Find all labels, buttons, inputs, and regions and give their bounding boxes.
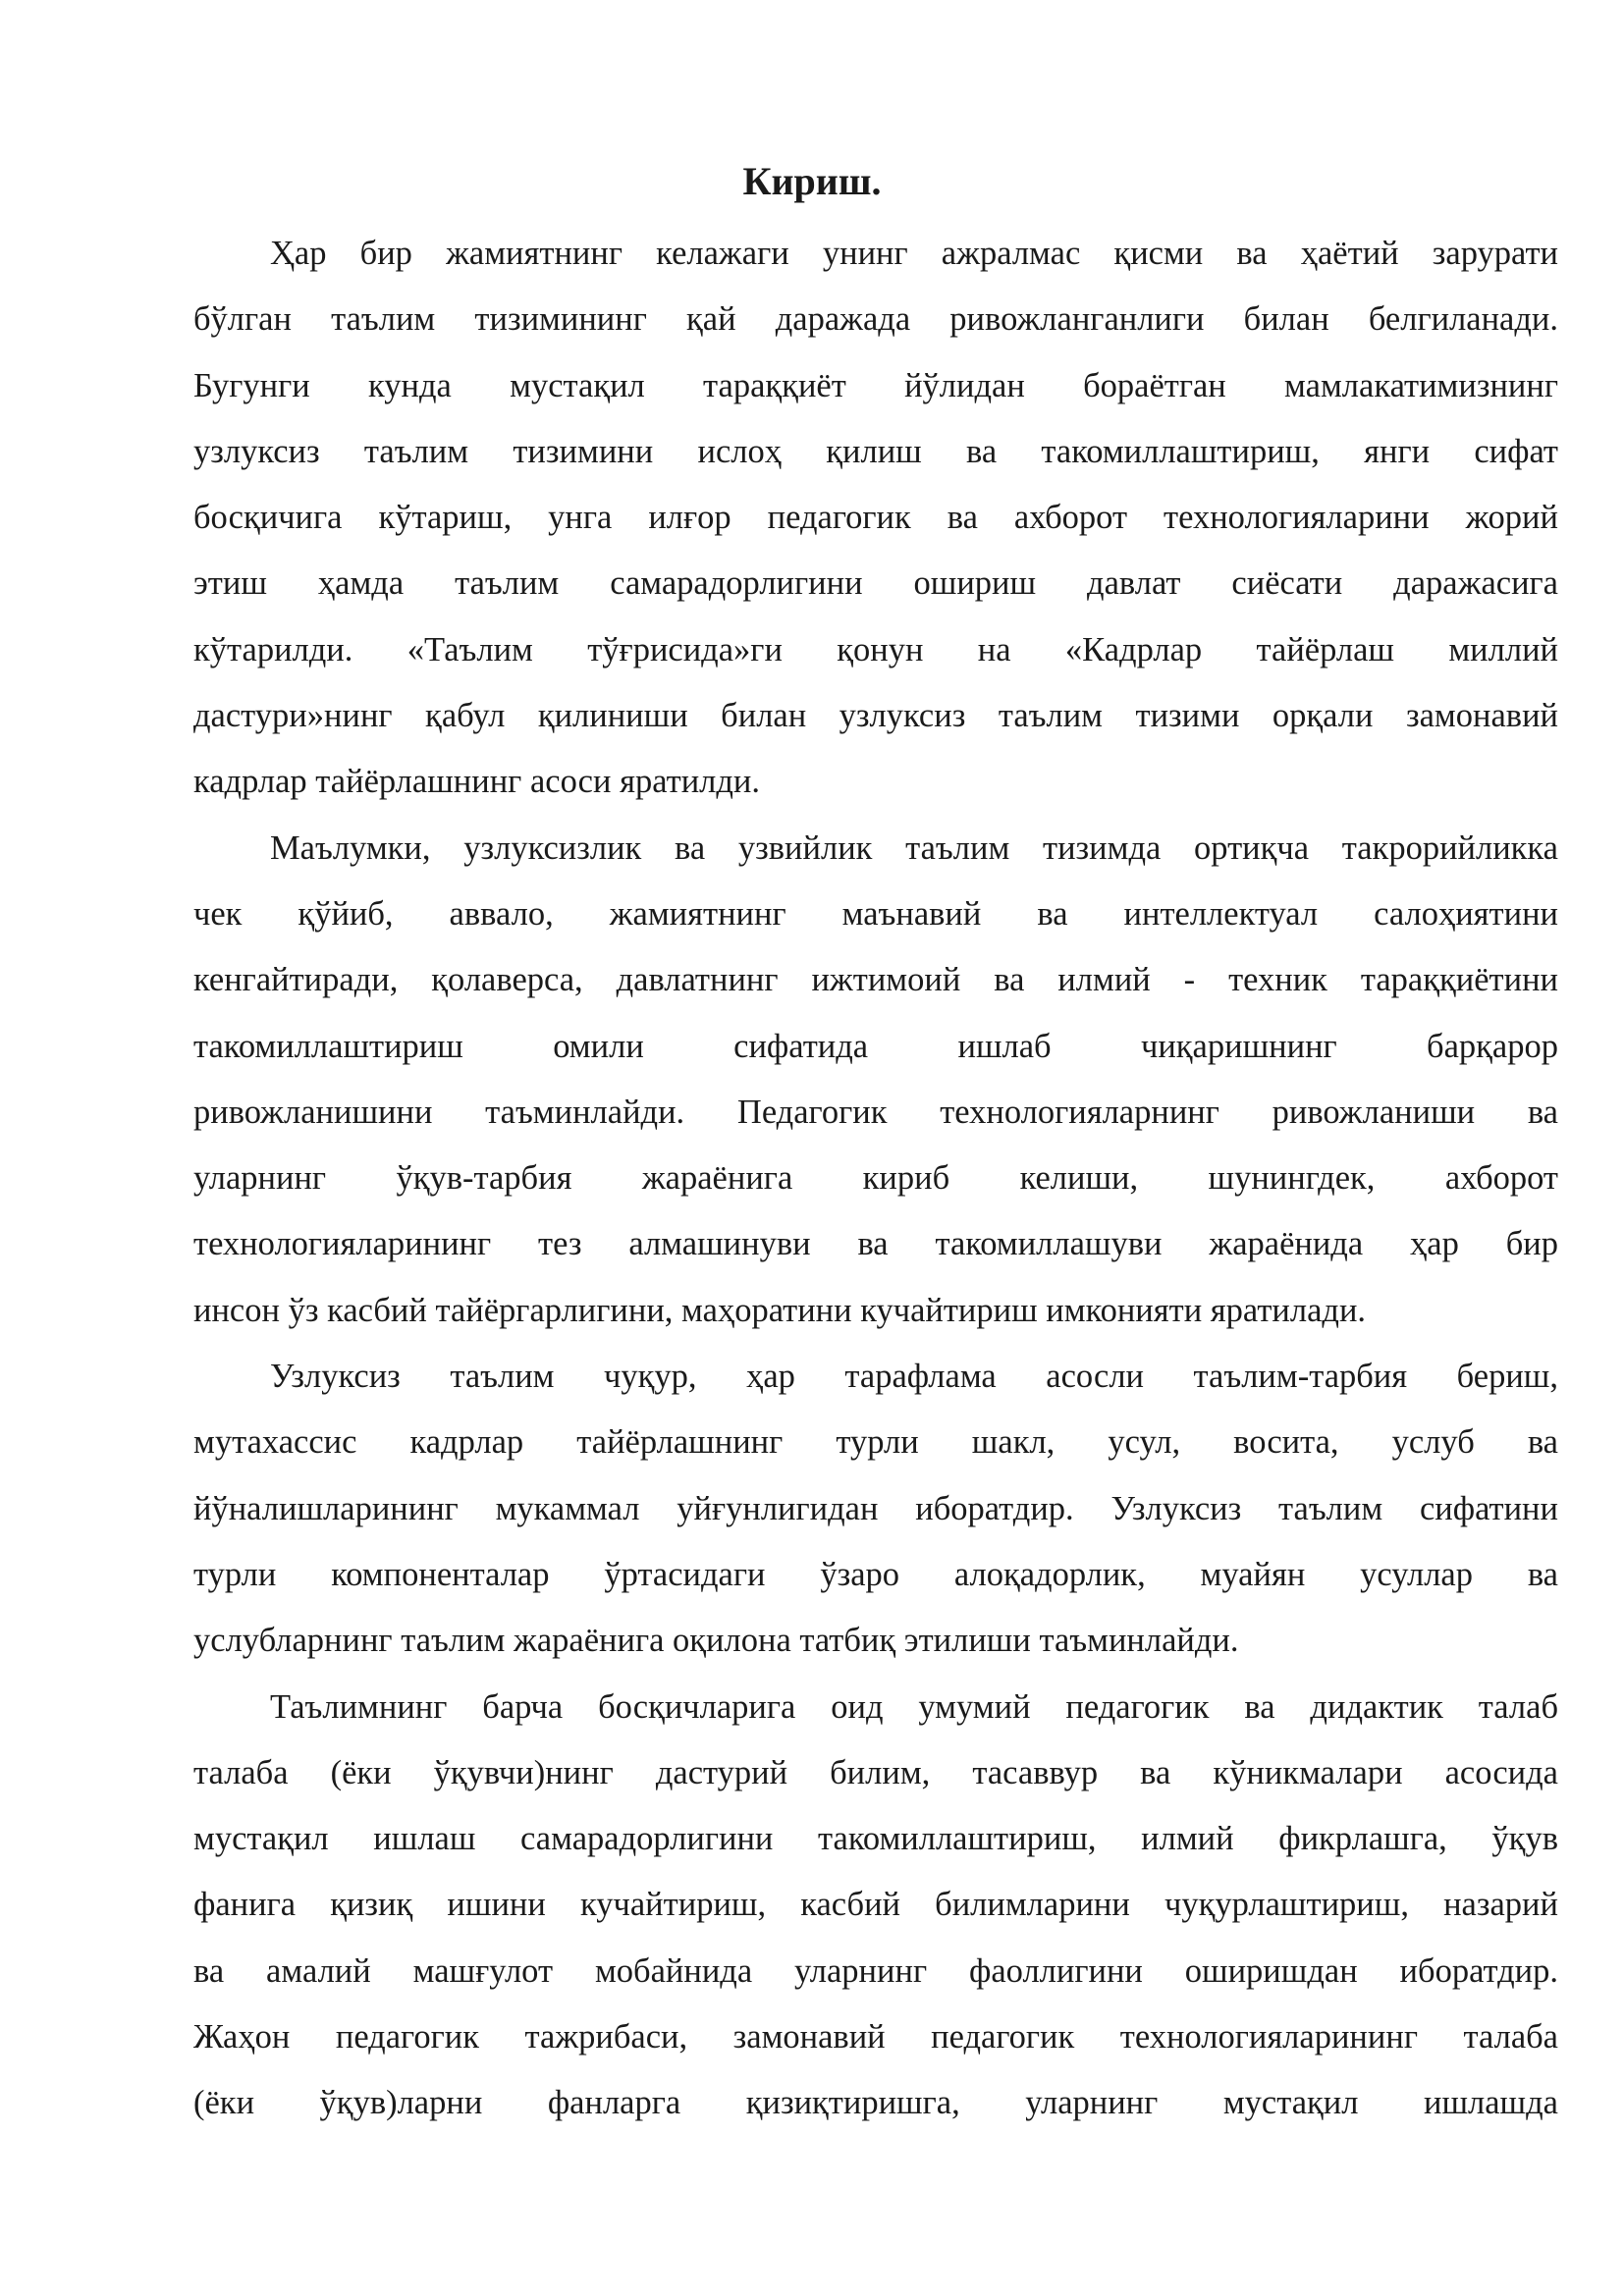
text-line: турли компоненталар ўртасидаги ўзаро алоқадорлик, муайян усуллар ва bbox=[193, 1555, 1558, 1593]
text-line: босқичига кўтариш, унга илғор педагогик ва ахборот технологияларини жорий bbox=[193, 499, 1558, 537]
text-line: технологияларининг тез алмашинуви ва такомиллашуви жараёнида ҳар бир bbox=[193, 1225, 1558, 1263]
text-line: Маълумки, узлуксизлик ва узвийлик таълим тизимда ортиқча такрорийликка bbox=[270, 828, 1558, 867]
text-line: йўналишларининг мукаммал уйғунлигидан иборатдир. Узлуксиз таълим сифатини bbox=[193, 1489, 1558, 1527]
text-line: талаба (ёки ўқувчи)нинг дастурий билим, тасаввур ва кўникмалари асосида bbox=[193, 1753, 1558, 1791]
page-title: Кириш. bbox=[742, 159, 882, 203]
text-line: Ҳар бир жамиятнинг келажаги унинг ажралмас қисми ва ҳаётий зарурати bbox=[270, 235, 1558, 272]
text-line: кўтарилди. «Таълим тўғрисида»ги қонун на «Кадрлар тайёрлаш миллий bbox=[193, 630, 1558, 668]
text-line: дастури»нинг қабул қилиниши билан узлуксиз таълим тизими орқали замонавий bbox=[193, 697, 1558, 735]
text-line: узлуксиз таълим тизимини ислоҳ қилиш ва такомиллаштириш, янги сифат bbox=[193, 432, 1558, 470]
text-line: Бугунги кунда мустақил тараққиёт йўлидан бораётган мамлакатимизнинг bbox=[193, 366, 1558, 404]
text-line: такомиллаштириш омили сифатида ишлаб чиқаришнинг барқарор bbox=[193, 1027, 1558, 1065]
text-line: кенгайтиради, қолаверса, давлатнинг ижтимоий ва илмий - техник тараққиётини bbox=[193, 961, 1558, 999]
text-line: Жаҳон педагогик тажрибаси, замонавий педагогик технологияларининг талаба bbox=[193, 2018, 1558, 2056]
text-line: чек қўйиб, аввало, жамиятнинг маънавий ва интеллектуал салоҳиятини bbox=[193, 894, 1558, 933]
text-line: бўлган таълим тизимининг қай даражада ривожланганлиги билан белгиланади. bbox=[193, 300, 1558, 339]
text-line: этиш ҳамда таълим самарадорлигини ошириш давлат сиёсати даражасига bbox=[193, 564, 1558, 603]
text-line: кадрлар тайёрлашнинг асоси яратилди. bbox=[193, 763, 761, 801]
text-line: мустақил ишлаш самарадорлигини такомиллаштириш, илмий фикрлашга, ўқув bbox=[193, 1820, 1558, 1858]
text-line: ривожланишини таъминлайди. Педагогик технологияларнинг ривожланиши ва bbox=[193, 1093, 1558, 1131]
text-line: ва амалий машғулот мобайнида уларнинг фаоллигини оширишдан иборатдир. bbox=[193, 1951, 1558, 1990]
body-text bbox=[193, 221, 1558, 2137]
text-line: инсон ўз касбий тайёргарлигини, маҳоратини кучайтириш имконияти яратилади. bbox=[193, 1291, 1367, 1329]
text-line: Таълимнинг барча босқичларига оид умумий педагогик ва дидактик талаб bbox=[270, 1687, 1558, 1726]
text-line: услубларнинг таълим жараёнига оқилона татбиқ этилиши таъминлайди. bbox=[193, 1622, 1239, 1660]
text-line: фанига қизиқ ишини кучайтириш, касбий билимларини чуқурлаштириш, назарий bbox=[193, 1886, 1558, 1924]
text-line: уларнинг ўқув-тарбия жараёнига кириб келиши, шунингдек, ахборот bbox=[193, 1159, 1558, 1198]
text-line: Узлуксиз таълим чуқур, ҳар тарафлама асосли таълим-тарбия бериш, bbox=[270, 1358, 1558, 1396]
text-line: (ёки ўқув)ларни фанларга қизиқтиришга, уларнинг мустақил ишлашда bbox=[193, 2084, 1558, 2122]
text-line: мутахассис кадрлар тайёрлашнинг турли шакл, усул, восита, услуб ва bbox=[193, 1423, 1558, 1462]
